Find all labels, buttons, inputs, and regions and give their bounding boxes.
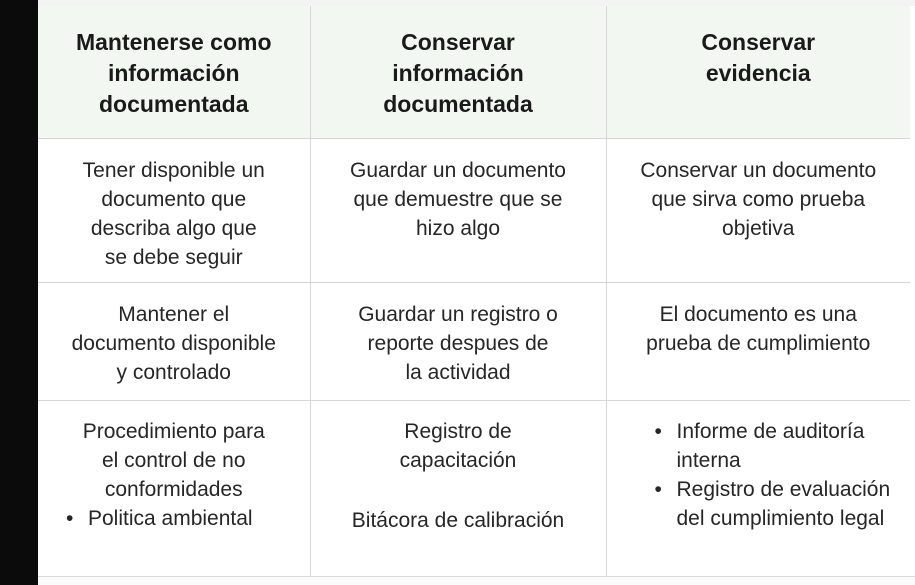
action-cell xyxy=(606,282,910,400)
header-line: Conservar xyxy=(701,29,816,55)
header-mantenerse xyxy=(38,6,310,138)
action-line: El documento es una xyxy=(659,302,857,326)
action-line: Mantener el xyxy=(118,302,230,326)
example-line: Bitácora de calibración xyxy=(351,508,565,532)
example-line: Registro de xyxy=(404,419,512,443)
example-line: el control de no xyxy=(101,448,246,472)
definition-line: Tener disponible un xyxy=(82,158,265,182)
action-cell xyxy=(38,282,310,400)
example-line: Procedimiento para xyxy=(82,419,265,443)
example-line: capacitación xyxy=(399,448,517,472)
header-row xyxy=(38,6,910,138)
header-line: evidencia xyxy=(705,60,811,86)
bottom-strip xyxy=(38,576,915,585)
example-bullet-item: • Politica ambiental xyxy=(64,504,300,533)
definition-line: documento que xyxy=(101,187,247,211)
example-cell xyxy=(606,400,910,577)
example-cell xyxy=(310,400,606,577)
definition-line: se debe seguir xyxy=(104,245,243,269)
example-bullet-list xyxy=(617,417,901,533)
action-line: y controlado xyxy=(116,360,231,384)
definition-line: que sirva como prueba xyxy=(651,187,866,211)
definition-cell xyxy=(606,138,910,282)
definition-line: que demuestre que se xyxy=(353,187,563,211)
example-bullet-list xyxy=(48,504,300,533)
example-cell xyxy=(38,400,310,577)
definition-cell xyxy=(38,138,310,282)
action-line: la actividad xyxy=(405,360,511,384)
example-bullet-item xyxy=(653,475,901,533)
example-line: interna xyxy=(676,448,741,472)
definition-row xyxy=(38,138,910,282)
action-line: prueba de cumplimiento xyxy=(646,331,871,355)
comparison-table xyxy=(38,6,910,578)
example-line: conformidades xyxy=(104,477,243,501)
definition-line: hizo algo xyxy=(415,216,501,240)
header-line: Conservar xyxy=(401,29,515,55)
action-line: Guardar un registro o xyxy=(358,302,558,326)
action-line: reporte despues de xyxy=(367,331,549,355)
action-line: documento disponible xyxy=(71,331,276,355)
header-line: documentada xyxy=(98,91,249,117)
definition-line: describa algo que xyxy=(90,216,257,240)
example-bullet-item xyxy=(653,417,901,475)
definition-line: Conservar un documento xyxy=(640,158,877,182)
example-row xyxy=(38,400,910,577)
example-line: • Registro de evaluación xyxy=(676,477,891,501)
action-row xyxy=(38,282,910,400)
action-cell xyxy=(310,282,606,400)
definition-cell xyxy=(310,138,606,282)
header-line: información xyxy=(107,60,240,86)
definition-line: Guardar un documento xyxy=(350,158,566,182)
example-line: • Informe de auditoría xyxy=(676,419,865,443)
header-line: Mantenerse como xyxy=(75,29,272,55)
header-conservar-informacion xyxy=(310,6,606,138)
header-conservar-evidencia xyxy=(606,6,910,138)
left-edge-bar xyxy=(0,0,38,585)
example-line: del cumplimiento legal xyxy=(676,506,885,530)
definition-line: objetiva xyxy=(722,216,795,240)
header-line: información xyxy=(392,60,524,86)
header-line: documentada xyxy=(383,91,533,117)
